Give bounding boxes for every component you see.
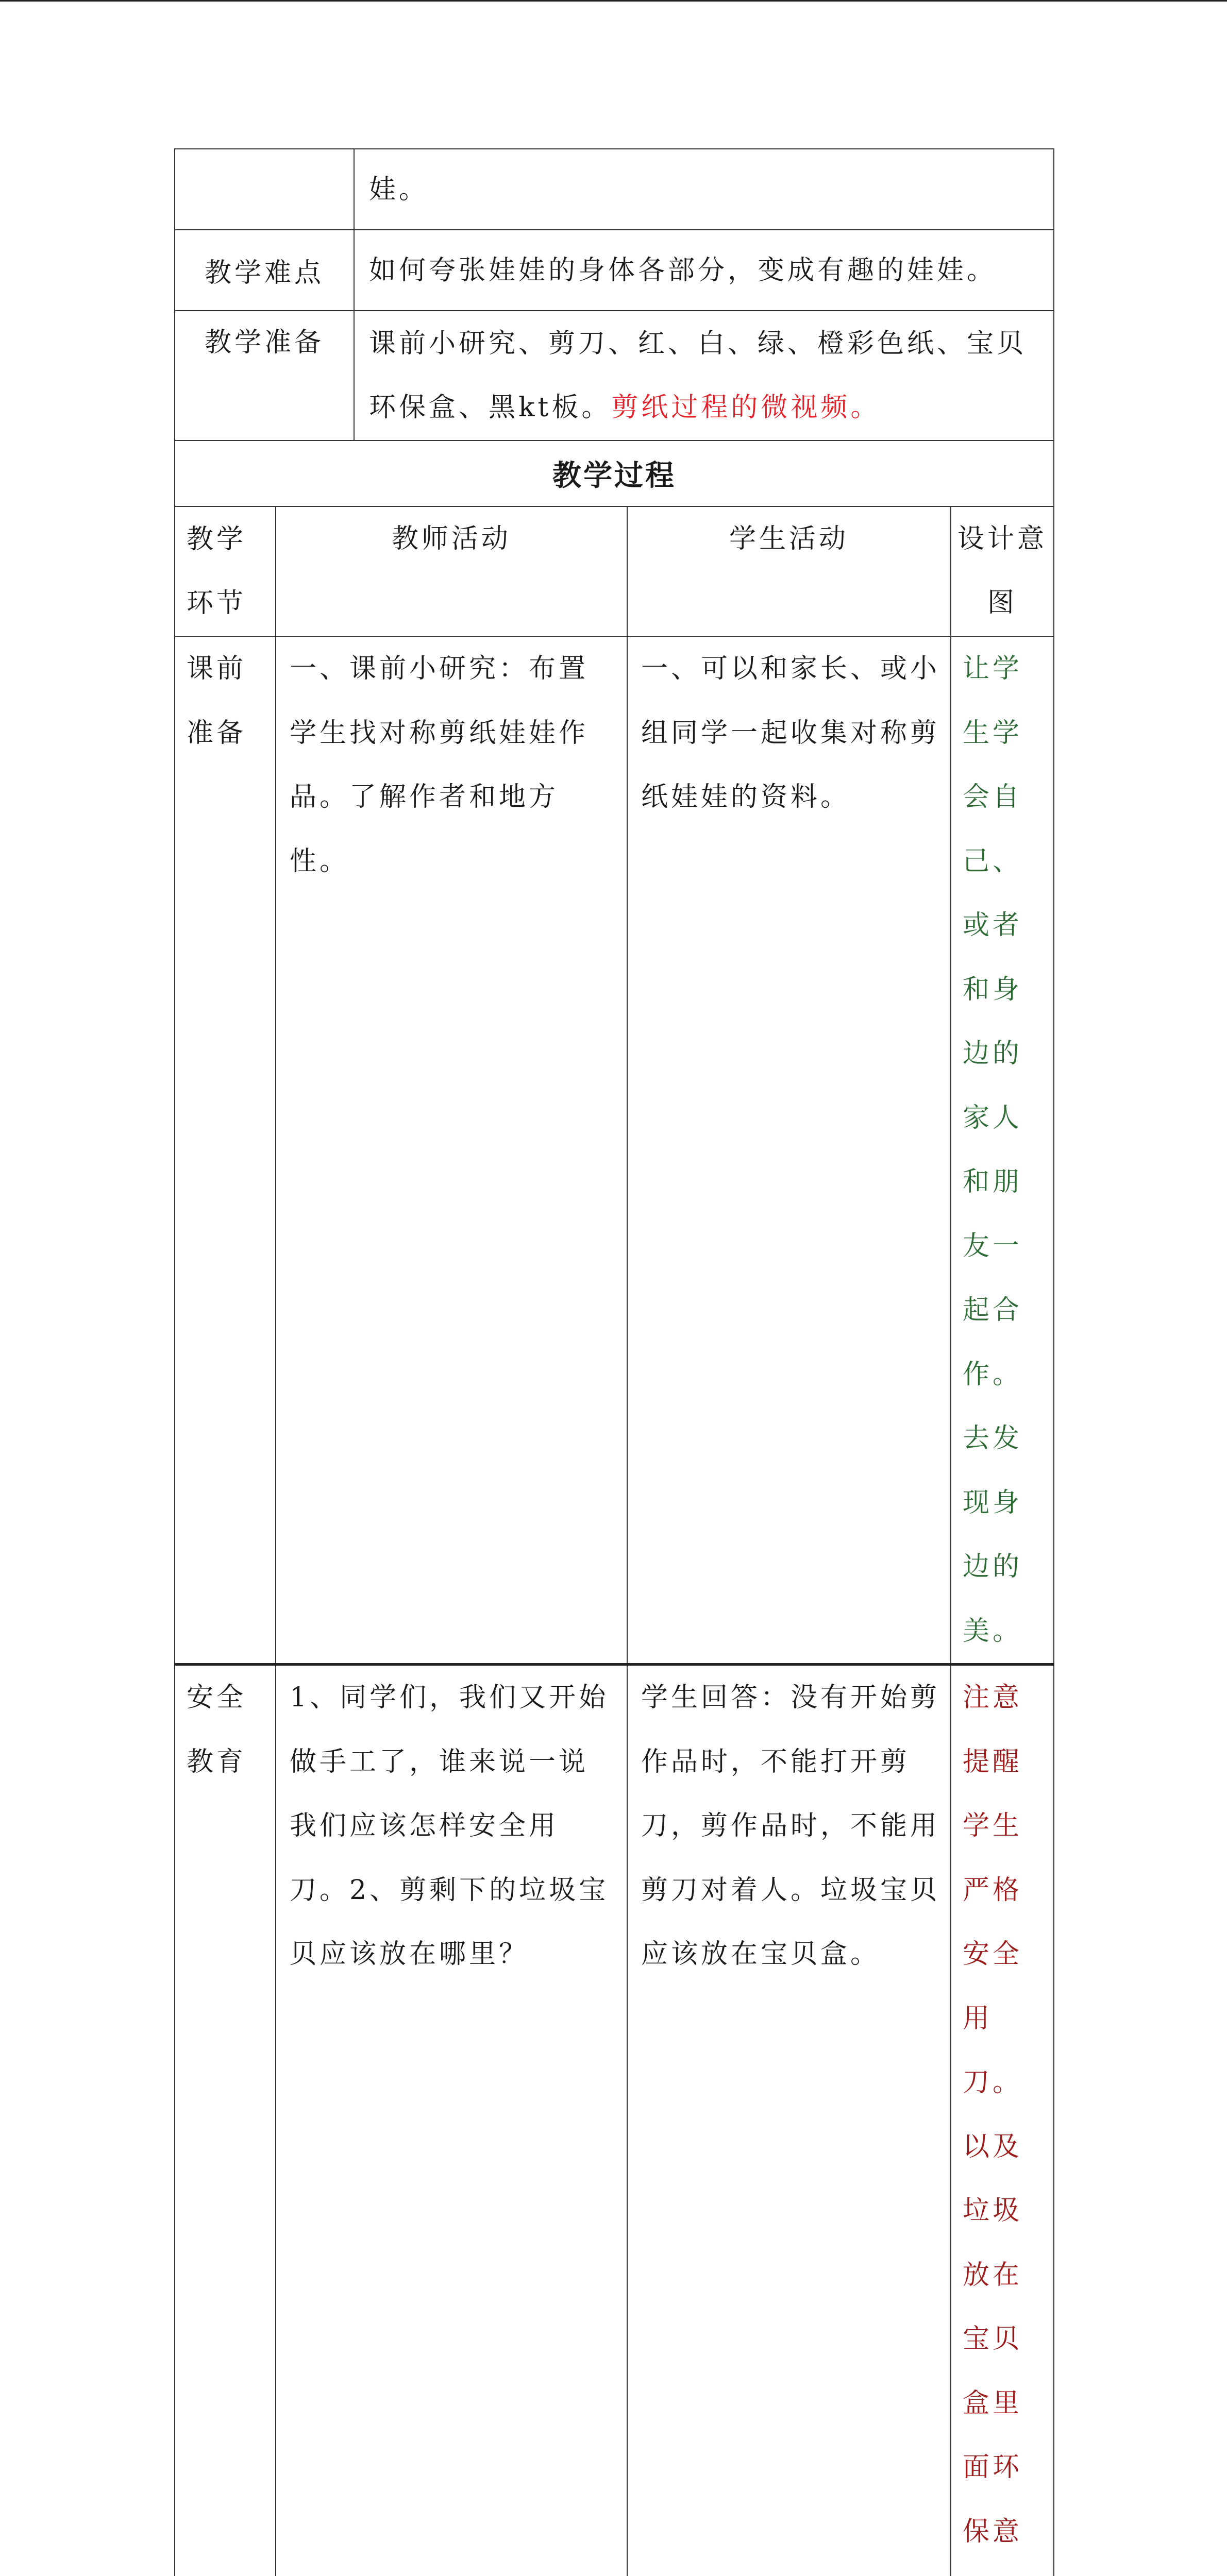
process-title-row [175, 440, 1054, 506]
info-label: 教学准备 [175, 311, 354, 440]
info-row-preparation [175, 311, 1054, 440]
info-label [175, 149, 354, 230]
teacher-cell: 1、同学们，我们又开始做手工了，谁来说一说我们应该怎样安全用刀。2、剪剩下的垃圾宝贝应该放在哪里？ [276, 1665, 627, 2576]
teacher-cell: 一、课前小研究：布置学生找对称剪纸娃娃作品。了解作者和地方性。 [276, 636, 627, 1665]
process-title: 教学过程 [175, 440, 1054, 506]
info-row-continuation [175, 149, 1054, 230]
process-row-preparation [175, 636, 1054, 1665]
process-header-row [175, 506, 1054, 636]
info-content: 课前小研究、剪刀、红、白、绿、橙彩色纸、宝贝环保盒、黑kt板。剪纸过程的微视频。 [354, 311, 1054, 440]
header-teacher: 教师活动 [276, 506, 627, 636]
highlight-note: 剪纸过程的微视频。 [611, 392, 880, 423]
stage-cell: 安全教育 [175, 1665, 276, 2576]
intent-cell: 注意提醒学生严格安全用刀。以及垃圾放在宝贝盒里面环保意 [951, 1665, 1054, 2576]
info-label: 教学难点 [175, 230, 354, 311]
page-top-border [0, 0, 1227, 2]
info-content: 如何夸张娃娃的身体各部分，变成有趣的娃娃。 [354, 230, 1054, 311]
header-student: 学生活动 [627, 506, 951, 636]
stage-cell: 课前准备 [175, 636, 276, 1665]
header-stage: 教学环节 [175, 506, 276, 636]
student-cell: 一、可以和家长、或小组同学一起收集对称剪纸娃娃的资料。 [627, 636, 951, 1665]
header-intent: 设计意图 [951, 506, 1054, 636]
info-content: 娃。 [354, 149, 1054, 230]
info-row-difficulty [175, 230, 1054, 311]
intent-cell: 让学生学会自己、或者和身边的家人和朋友一起合作。去发现身边的美。 [951, 636, 1054, 1665]
lesson-plan-table [174, 148, 1054, 2576]
process-row-safety [175, 1665, 1054, 2576]
student-cell: 学生回答：没有开始剪作品时，不能打开剪刀，剪作品时，不能用剪刀对着人。垃圾宝贝应该放在宝贝盒。 [627, 1665, 951, 2576]
